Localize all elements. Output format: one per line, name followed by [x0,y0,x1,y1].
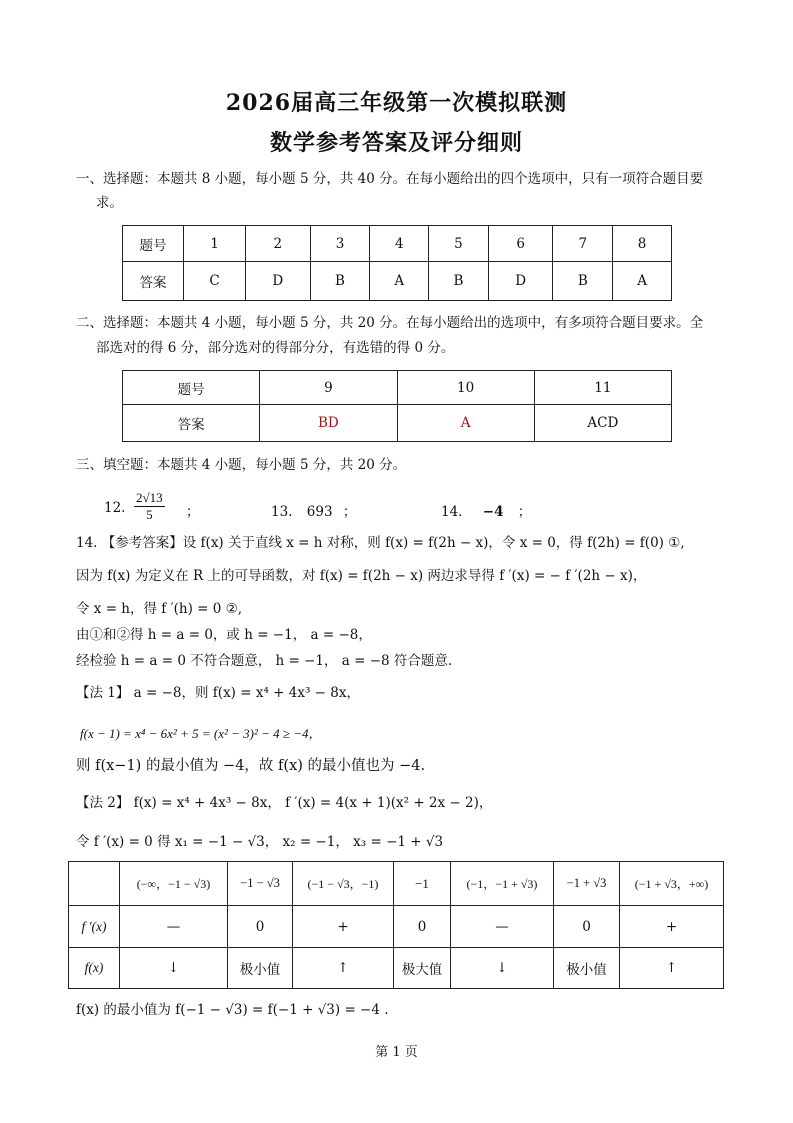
table-row-label: 答案 [123,405,260,442]
table-cell: 1 [184,226,246,262]
answer-14-label: 14. [441,504,463,520]
table-cell: 8 [613,226,672,262]
table-cell: (−1 − √3，−1) [293,862,394,906]
solution-line-1: 14. 【参考答案】设 f(x) 关于直线 x = h 对称，则 f(x) = f(2h − x)，令 x = 0，得 f(2h) = f(0) ①, [76,535,685,551]
table-cell: A [397,405,534,442]
answer-13 [271,500,356,520]
table-row-label: 答案 [123,262,184,301]
table-cell: −1 − √3 [228,862,293,906]
table-cell: −1 [394,862,451,906]
solution-line-2: 因为 f(x) 为定义在 R 上的可导函数，对 f(x) = f(2h − x) 两边求导得 f ′(x) = − f ′(2h − x)， [76,568,647,584]
section3-text: 三、填空题：本题共 4 小题，每小题 5 分，共 20 分。 [76,457,407,473]
table-cell: ↑ [620,948,724,989]
section1-answer-table [122,225,672,301]
title-line-2: 数学参考答案及评分细则 [269,130,523,156]
table-row-label: f(x) [69,948,120,989]
table-cell: 5 [429,226,489,262]
table-cell: B [310,262,370,301]
table-cell: ↓ [451,948,554,989]
solution-conclusion: f(x) 的最小值为 f(−1 − √3) = f(−1 + √3) = −4 . [76,1002,389,1018]
table-cell: 0 [394,906,451,948]
table-cell: A [613,262,672,301]
method2-line-2: 令 f ′(x) = 0 得 x₁ = −1 − √3， x₂ = −1， x₃ = −1 + √3 [76,834,444,850]
table-cell: (−1，−1 + √3) [451,862,554,906]
table-cell: B [429,262,489,301]
section2-answer-table [122,370,672,442]
table-cell: 0 [228,906,293,948]
table-cell: BD [260,405,397,442]
variation-table [68,861,724,989]
table-cell: + [293,906,394,948]
table-cell: 0 [554,906,620,948]
table-cell: 9 [260,371,397,405]
answer-14-sep: ； [517,504,532,520]
answer-14-value: −4 [482,504,504,520]
method1-line-2: f(x − 1) = x⁴ − 6x² + 5 = (x² − 3)² − 4 ≥ −4， [80,726,322,741]
table-cell: (−∞，−1 − √3) [120,862,228,906]
table-cell: ACD [534,405,671,442]
table-cell: 6 [488,226,553,262]
table-cell: 极小值 [228,948,293,989]
table-cell: — [451,906,554,948]
table-cell: 7 [553,226,613,262]
table-cell: 极大值 [394,948,451,989]
fraction-numerator: 2√13 [136,490,163,505]
section2-text-line2: 部选对的得 6 分，部分选对的得部分分，有选错的得 0 分。 [96,340,455,356]
table-cell: D [246,262,311,301]
table-row-label: f ′(x) [69,906,120,948]
answer-13-sep: ； [342,504,357,520]
table-cell: 11 [534,371,671,405]
section1-text-line2: 求。 [96,195,123,211]
table-cell: — [120,906,228,948]
table-cell: 3 [310,226,370,262]
table-cell: 极小值 [554,948,620,989]
section1-text-line1: 一、选择题：本题共 8 小题，每小题 5 分，共 40 分。在每小题给出的四个选项中，只有一项符合题目要 [76,171,704,187]
answer-14 [441,500,531,520]
table-cell: 2 [246,226,311,262]
answer-12-sep: ； [186,504,200,520]
table-row-label: 题号 [123,226,184,262]
solution-line-4: 由①和②得 h = a = 0，或 h = −1， a = −8， [76,627,372,643]
page-number: 第 1 页 [375,1045,418,1060]
table-cell: ↑ [293,948,394,989]
method1-line-1: 【法 1】 a = −8，则 f(x) = x⁴ + 4x³ − 8x， [76,685,360,701]
table-cell: D [488,262,553,301]
answer-12-label: 12. [104,500,126,516]
table-cell: (−1 + √3，+∞) [620,862,724,906]
table-cell: 10 [397,371,534,405]
table-cell: −1 + √3 [554,862,620,906]
method2-line-1: 【法 2】 f(x) = x⁴ + 4x³ − 8x， f ′(x) = 4(x + 1)(x² + 2x − 2)， [76,795,493,811]
answer-13-value: 693 [306,504,333,520]
table-cell: + [620,906,724,948]
solution-line-3: 令 x = h，得 f ′(h) = 0 ②, [76,601,243,617]
table-cell: 4 [370,226,429,262]
fraction-denominator: 5 [146,507,153,522]
title-line-1: 2026届高三年级第一次模拟联测 [225,90,568,116]
table-cell: ↓ [120,948,228,989]
table-cell [69,862,120,906]
section2-text-line1: 二、选择题：本题共 4 小题，每小题 5 分，共 20 分。在每小题给出的选项中，有多项符合题目要求。全 [76,315,704,331]
answer-12-fraction [134,490,165,523]
table-cell: B [553,262,613,301]
table-cell: A [370,262,429,301]
method1-line-3: 则 f(x−1) 的最小值为 −4，故 f(x) 的最小值也为 −4. [76,758,426,774]
solution-line-5: 经检验 h = a = 0 不符合题意， h = −1， a = −8 符合题意. [76,653,453,669]
answer-13-label: 13. [271,504,293,520]
table-cell: C [184,262,246,301]
table-row-label: 题号 [123,371,260,405]
